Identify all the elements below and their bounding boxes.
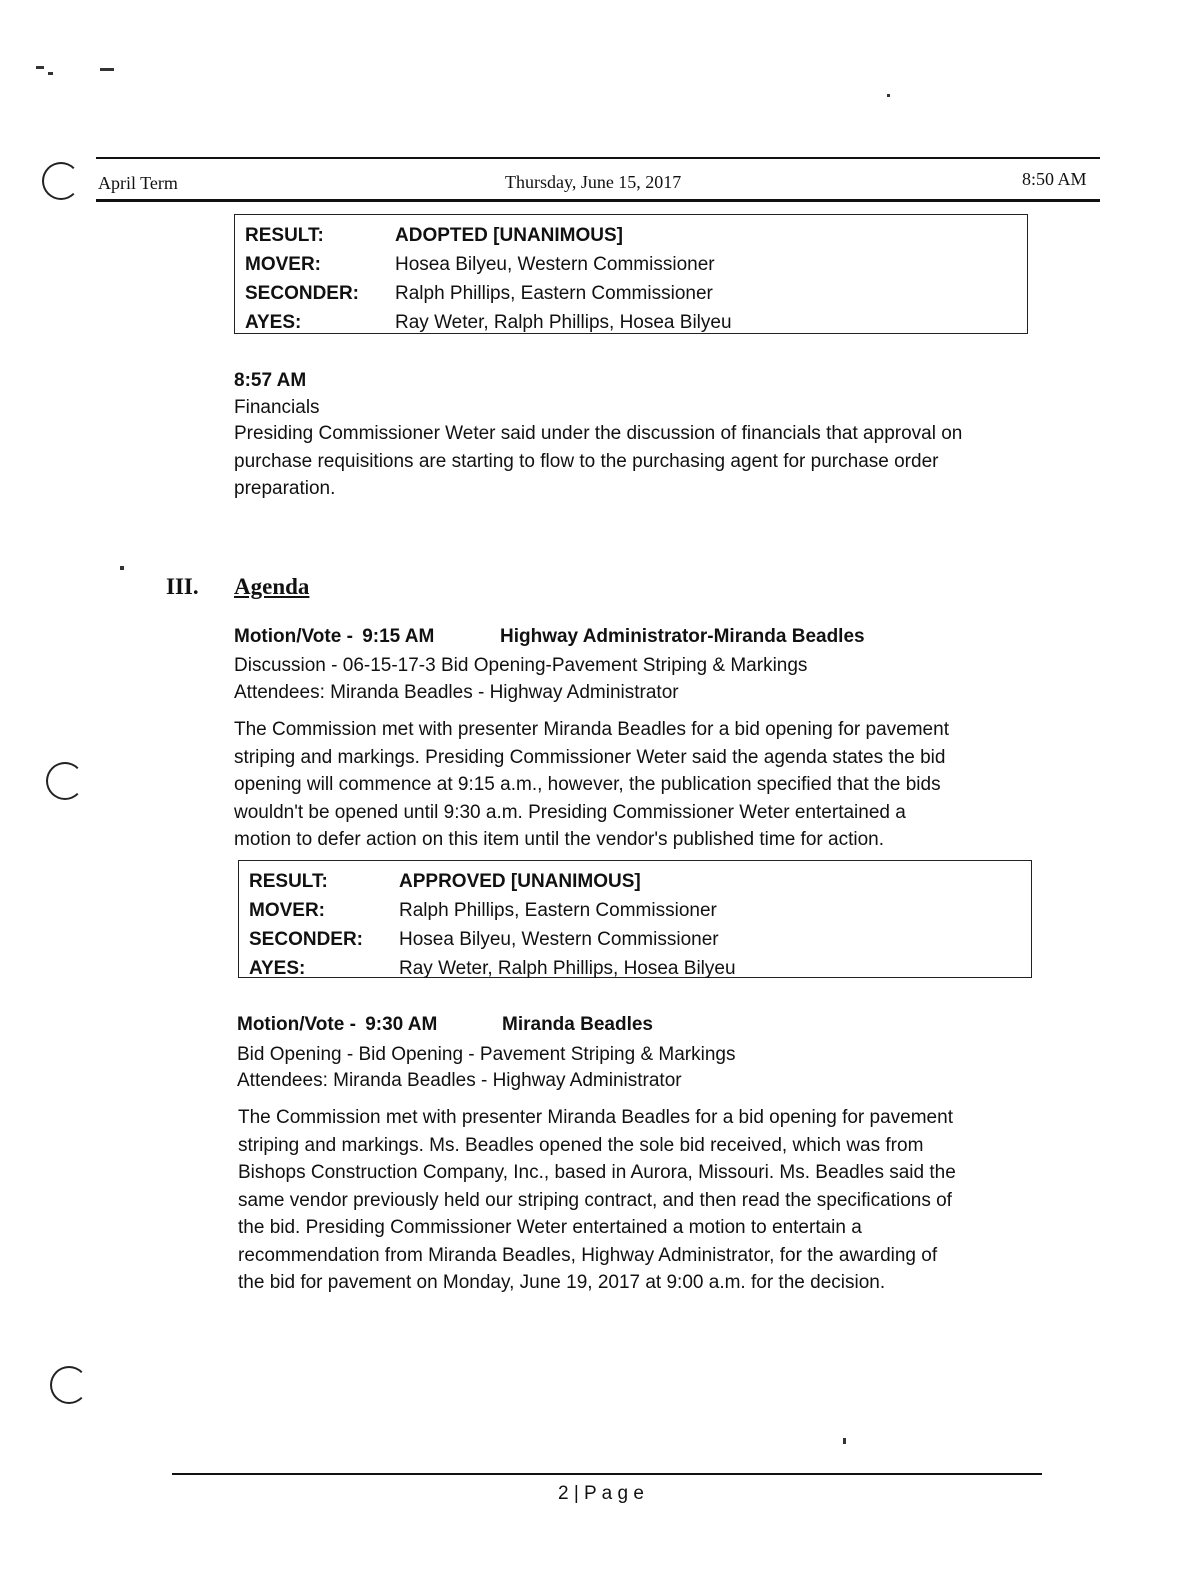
financials-time: 8:57 AM: [234, 370, 307, 391]
motion-presenter: Miranda Beadles: [502, 1014, 653, 1035]
vote-row: [245, 250, 1027, 279]
paragraph-line: The Commission met with presenter Miranda Beadles for a bid opening for pavement: [238, 1107, 953, 1128]
motion-discussion: Discussion - 06-15-17-3 Bid Opening-Pavement Striping & Markings: [234, 655, 808, 676]
motion-paragraph: [238, 1104, 1118, 1297]
paragraph-line: Presiding Commissioner Weter said under the discussion of financials that approval on: [234, 423, 963, 444]
motion-heading: [237, 1014, 437, 1036]
vote-row: [249, 867, 1031, 896]
paragraph-line: Bishops Construction Company, Inc., based in Aurora, Missouri. Ms. Beadles said the: [238, 1162, 956, 1183]
section-numeral: III.: [166, 574, 199, 599]
vote-row: [249, 896, 1031, 925]
vote-value: Ralph Phillips, Eastern Commissioner: [399, 899, 717, 921]
vote-label: AYES:: [245, 311, 302, 333]
paragraph-line: motion to defer action on this item until the vendor's published time for action.: [234, 829, 884, 850]
header-term: April Term: [98, 173, 178, 193]
paragraph-line: same vendor previously held our striping contract, and then read the specifications of: [238, 1189, 952, 1211]
punch-hole: [50, 1366, 88, 1404]
vote-label: AYES:: [249, 957, 306, 979]
vote-row: [245, 308, 1027, 337]
paragraph-line: striping and markings. Presiding Commissioner Weter said the agenda states the bid: [234, 746, 946, 768]
motion-time: 9:15 AM: [362, 626, 435, 647]
paragraph-line: opening will commence at 9:15 a.m., however, the publication specified that the bids: [234, 774, 941, 795]
vote-label: RESULT:: [249, 870, 328, 892]
motion-time: 9:30 AM: [365, 1014, 438, 1035]
section-title: Agenda: [234, 574, 310, 599]
paragraph-line: striping and markings. Ms. Beadles opened the sole bid received, which was from: [238, 1134, 924, 1156]
motion-discussion: Bid Opening - Bid Opening - Pavement Striping & Markings: [237, 1044, 736, 1065]
paragraph-line: The Commission met with presenter Miranda Beadles for a bid opening for pavement: [234, 719, 949, 740]
scan-speck: [120, 566, 124, 570]
vote-row: [245, 221, 1027, 250]
financials-paragraph: [234, 420, 1094, 503]
header-time: 8:50 AM: [1022, 169, 1087, 189]
vote-label: SECONDER:: [249, 928, 364, 950]
vote-value: Ralph Phillips, Eastern Commissioner: [395, 282, 713, 304]
scan-speck: [843, 1438, 846, 1444]
vote-label: MOVER:: [249, 899, 325, 921]
vote-value: Hosea Bilyeu, Western Commissioner: [399, 928, 719, 950]
vote-value: Hosea Bilyeu, Western Commissioner: [395, 253, 715, 275]
vote-value: APPROVED [UNANIMOUS]: [399, 870, 641, 892]
page-number: 2 | P a g e: [558, 1483, 644, 1504]
vote-label: MOVER:: [245, 253, 321, 275]
paragraph-line: preparation.: [234, 478, 336, 499]
scan-speck: [887, 94, 890, 97]
scan-speck: [48, 72, 53, 75]
vote-result-box: [238, 860, 1032, 978]
header-date: Thursday, June 15, 2017: [505, 172, 682, 192]
motion-attendees: Attendees: Miranda Beadles - Highway Administrator: [234, 682, 679, 703]
motion-heading: [234, 626, 434, 648]
punch-hole: [42, 162, 80, 200]
header-top-rule: [96, 157, 1100, 159]
scan-speck: [100, 68, 114, 71]
paragraph-line: purchase requisitions are starting to flow to the purchasing agent for purchase order: [234, 450, 939, 472]
vote-row: [249, 925, 1031, 954]
footer-rule: [172, 1473, 1042, 1475]
vote-result-box: [234, 214, 1028, 334]
motion-paragraph: [234, 716, 1114, 854]
header-bottom-rule: [96, 199, 1100, 202]
motion-attendees: Attendees: Miranda Beadles - Highway Administrator: [237, 1070, 682, 1091]
punch-hole: [46, 762, 84, 800]
vote-value: Ray Weter, Ralph Phillips, Hosea Bilyeu: [395, 311, 732, 333]
vote-row: [249, 954, 1031, 983]
vote-label: SECONDER:: [245, 282, 360, 304]
paragraph-line: the bid for pavement on Monday, June 19, 2017 at 9:00 a.m. for the decision.: [238, 1272, 886, 1293]
scan-speck: [36, 66, 44, 69]
paragraph-line: the bid. Presiding Commissioner Weter entertained a motion to entertain a: [238, 1217, 862, 1238]
motion-presenter: Highway Administrator-Miranda Beadles: [500, 626, 865, 647]
vote-value: Ray Weter, Ralph Phillips, Hosea Bilyeu: [399, 957, 736, 979]
financials-title: Financials: [234, 397, 320, 418]
vote-value: ADOPTED [UNANIMOUS]: [395, 224, 623, 246]
vote-label: RESULT:: [245, 224, 324, 246]
motion-label: Motion/Vote -: [237, 1014, 356, 1035]
paragraph-line: recommendation from Miranda Beadles, Highway Administrator, for the awarding of: [238, 1244, 938, 1266]
paragraph-line: wouldn't be opened until 9:30 a.m. Presiding Commissioner Weter entertained a: [234, 801, 906, 823]
motion-label: Motion/Vote -: [234, 626, 353, 647]
vote-row: [245, 279, 1027, 308]
